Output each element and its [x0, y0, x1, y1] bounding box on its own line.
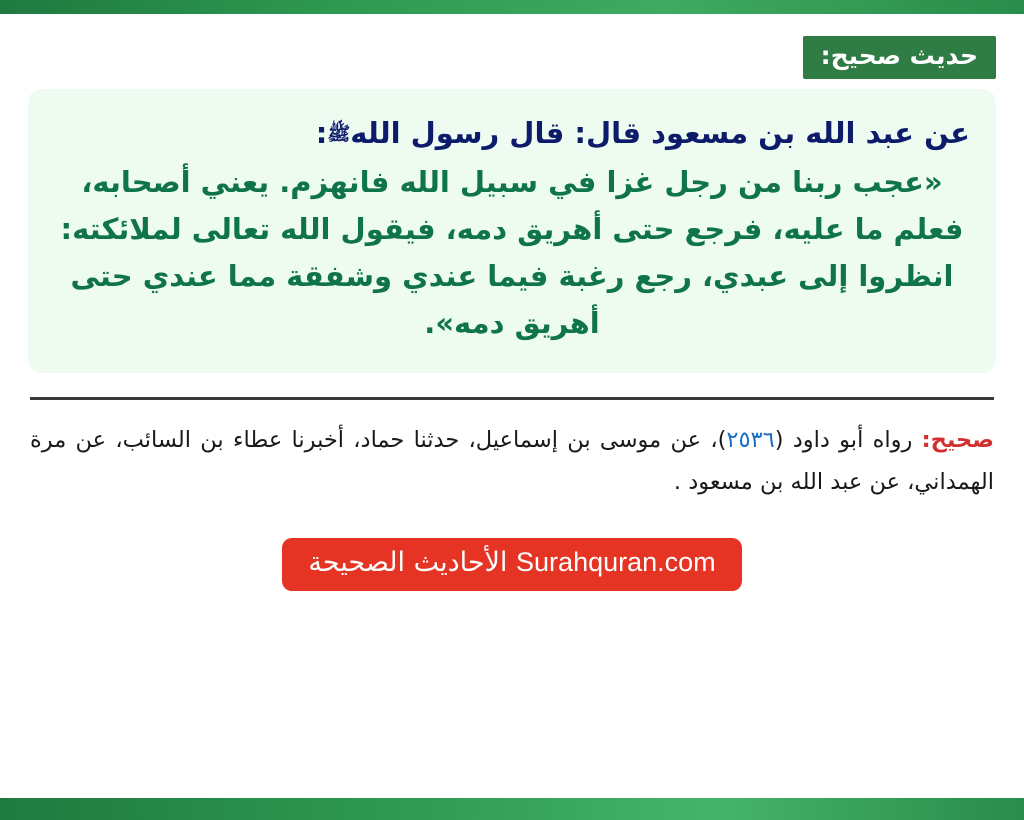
site-footer-label: الأحاديث الصحيحة	[308, 546, 508, 578]
hadith-isnad-text: عن عبد الله بن مسعود قال: قال رسول الله	[350, 115, 970, 150]
hadith-isnad	[54, 111, 970, 156]
top-decorative-bar	[0, 0, 1024, 14]
hadith-isnad-colon: :	[315, 115, 328, 150]
salla-allahu-alayhi-wasallam-icon: ﷺ	[327, 122, 351, 145]
bottom-decorative-bar	[0, 798, 1024, 820]
site-footer-banner[interactable]	[282, 538, 741, 591]
card-content	[0, 14, 1024, 798]
grade-label-row	[28, 14, 996, 79]
takhrij-text-before-reference: رواه أبو داود (	[774, 427, 922, 454]
takhrij-paragraph	[28, 420, 996, 503]
status-badge: حديث صحيح:	[803, 36, 996, 79]
site-name: Surahquran.com	[516, 546, 716, 577]
footer-row	[28, 538, 996, 591]
hadith-matn: «عجب ربنا من رجل غزا في سبيل الله فانهزم. يعني أصحابه، فعلم ما عليه، فرجع حتى أهريق دمه، فيقول الله تعالى لملائكته: انظروا إلى عبدي، رجع رغبة فيما عندي وشفقة مما عندي حتى أهريق دمه».	[60, 165, 964, 341]
hadith-text-box	[28, 89, 996, 374]
takhrij-reference-number: ٢٥٣٦	[726, 427, 775, 454]
takhrij-text-after-reference: )، عن موسى بن إسماعيل، حدثنا حماد، أخبرنا عطاء بن السائب، عن مرة الهمداني، عن عبد الله بن مسعود .	[30, 427, 994, 495]
divider	[30, 397, 994, 400]
takhrij-grade-word: صحيح:	[921, 427, 994, 454]
